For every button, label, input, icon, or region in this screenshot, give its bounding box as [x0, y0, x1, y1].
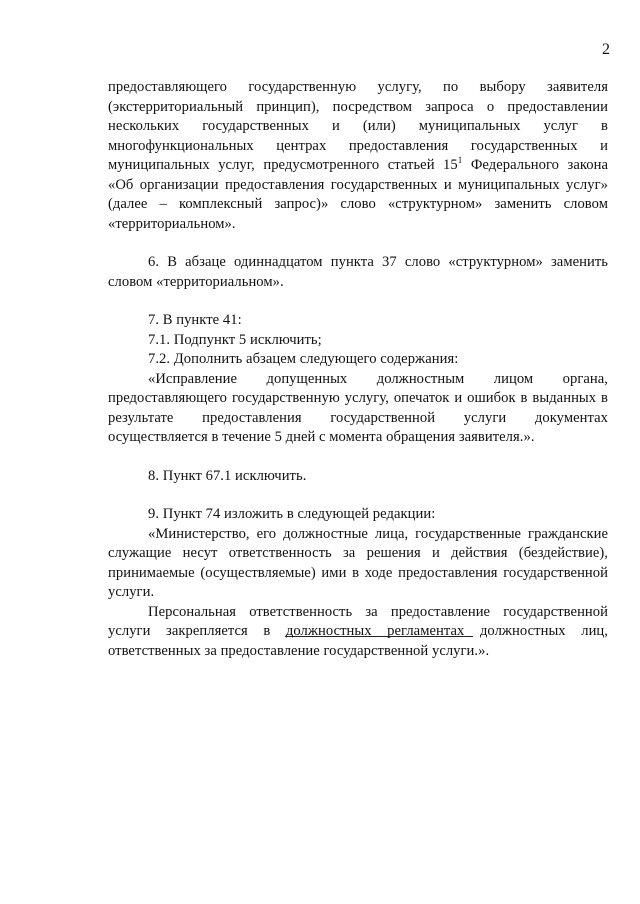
- intro-text-part-b: Федерального закона «Об организации предоставления государственных и муниципальных услуг» (далее – комплексный запрос)» слово «структурном» заменить словом «территориальном».: [108, 157, 609, 232]
- item-6-paragraph: 6. В абзаце одиннадцатом пункта 37 слово «структурном» заменить словом «территориальном».: [108, 254, 608, 290]
- document-body: [108, 78, 608, 661]
- paragraph-gap: [108, 448, 608, 467]
- intro-paragraph: [108, 78, 608, 234]
- intro-text-part-a: предоставляющего государственную услугу, по выбору заявителя (экстерриториальный принцип), посредством запроса о предоставлении нескольких государственных и (или) муниципальных услуг в многофункциональных центрах предоставления государственных и муниципальных услуг, предусмотренного статьей 15: [108, 79, 608, 173]
- page-number: 2: [602, 41, 610, 58]
- item-9-paragraph-1: «Министерство, его должностные лица, государственные гражданские служащие несут ответственность за решения и действия (бездействие), принимаемые (осуществляемые) ими в ходе предоставления государственной услуги.: [108, 525, 608, 600]
- item-7-2-paragraph: 7.2. Дополнить абзацем следующего содержания:: [148, 351, 459, 367]
- item-7-quote-paragraph: «Исправление допущенных должностным лицом органа, предоставляющего государственную услугу, опечаток и ошибок в выданных в результате предоставления государственной услуги документах осуществляется в течение 5 дней с момента обращения заявителя.».: [108, 370, 608, 445]
- item-8-paragraph: 8. Пункт 67.1 исключить.: [148, 467, 307, 484]
- closing-divider-line: [285, 636, 473, 637]
- item-7-heading: 7. В пункте 41:: [148, 312, 242, 328]
- paragraph-gap: [108, 486, 608, 505]
- item-9-paragraph-2: Персональная ответственность за предоставление государственной услуги закрепляется в должностных регламентах должностных лиц, ответственных за предоставление государственной услуги.».: [108, 603, 608, 659]
- item-9-heading: 9. Пункт 74 изложить в следующей редакции:: [148, 506, 436, 522]
- item-7-1-paragraph: 7.1. Подпункт 5 исключить;: [148, 331, 322, 348]
- paragraph-gap: [108, 234, 608, 253]
- footnote-superscript: 1: [457, 155, 463, 165]
- paragraph-gap: [108, 292, 608, 311]
